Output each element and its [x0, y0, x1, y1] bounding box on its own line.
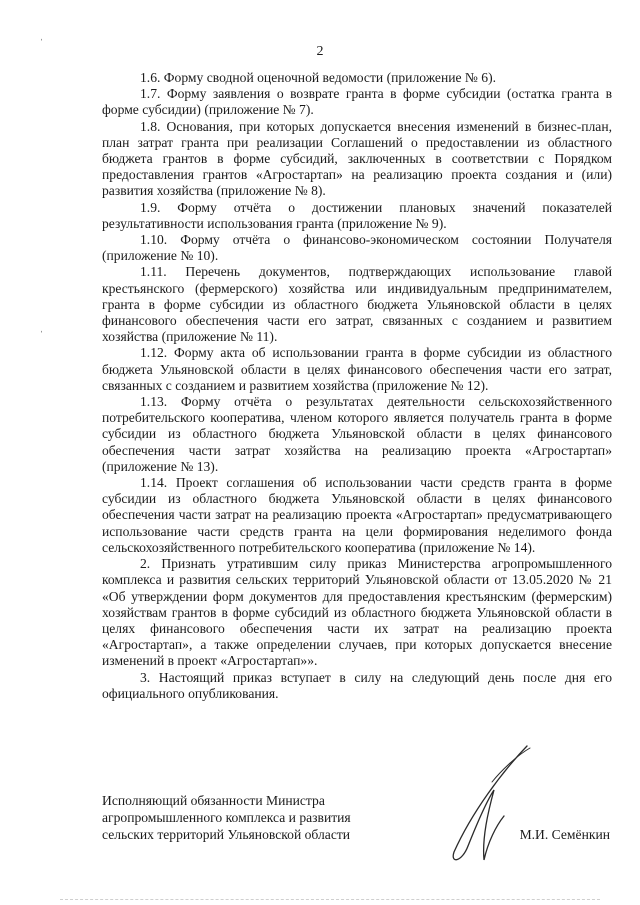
paragraph-2: 2. Признать утратившим силу приказ Министерства агропромышленного комплекса и развития сельских территорий Ульяновской области от 13.05.2020 № 21 «Об утверждении форм документов для предоставления крестьянским (фермерским) хозяйствам грантов в форме субсидий из областного бюджета Ульяновской области в целях финансового обеспечения части их затрат на реализацию проекта «Агростартап», а также определении случаев, при которых допускается внесение изменений в проект «Агростартап»».	[102, 556, 612, 669]
paragraph-1-9: 1.9. Форму отчёта о достижении плановых значений показателей результативности использования гранта (приложение № 9).	[102, 199, 612, 231]
paragraph-3: 3. Настоящий приказ вступает в силу на следующий день после дня его официального опубликования.	[102, 669, 612, 701]
document-body	[102, 70, 612, 702]
paragraph-1-6: 1.6. Форму сводной оценочной ведомости (приложение № 6).	[140, 70, 497, 85]
edge-mark-top: ˈ	[40, 38, 44, 49]
scan-edge-line	[60, 899, 600, 901]
signature-block	[102, 792, 612, 872]
position-line: сельских территорий Ульяновской области	[102, 827, 351, 842]
signatory-position	[102, 792, 402, 843]
signatory-name: М.И. Семёнкин	[519, 827, 610, 842]
paragraph-1-12: 1.12. Форму акта об использовании гранта в форме субсидии из областного бюджета Ульяновской области в целях финансового обеспечения части его затрат, связанных с созданием и развитием хозяйства (приложение № 12).	[102, 345, 612, 393]
position-line: агропромышленного комплекса и развития	[102, 810, 351, 825]
paragraph-1-7: 1.7. Форму заявления о возврате гранта в форме субсидии (остатка гранта в форме субсидии) (приложение № 7).	[102, 86, 612, 118]
handwritten-signature	[432, 742, 552, 872]
position-line: Исполняющий обязанности Министра	[102, 793, 325, 808]
paragraph-1-13: 1.13. Форму отчёта о результатах деятельности сельскохозяйственного потребительского кооператива, членом которого является получатель гранта в форме субсидии из областного бюджета Ульяновской области в целях финансового обеспечения части затрат хозяйства на реализацию проекта «Агростартап» (приложение № 13).	[102, 394, 612, 474]
paragraph-1-10: 1.10. Форму отчёта о финансово-экономическом состоянии Получателя (приложение № 10).	[102, 232, 612, 264]
paragraph-1-14: 1.14. Проект соглашения об использовании части средств гранта в форме субсидии из областного бюджета Ульяновской области в целях финансового обеспечения части затрат на реализацию проекта «Агростартап» предусматривающего использование части средств гранта на цели формирования неделимого фонда сельскохозяйственного потребительского кооператива (приложение № 14).	[102, 475, 612, 555]
paragraph-1-8: 1.8. Основания, при которых допускается внесения изменений в бизнес-план, план затрат гранта при реализации Соглашений о предоставлении из областного бюджета грантов в форме субсидий, заключенных в соответствии с Порядком предоставления грантов «Агростартап» на реализацию проекта создания и (или) развития хозяйства (приложение № 8).	[102, 118, 612, 199]
paragraph-1-11: 1.11. Перечень документов, подтверждающих использование главой крестьянского (фермерского) хозяйства или индивидуальным предпринимателем, гранта в форме субсидии из областного бюджета Ульяновской области в целях финансового обеспечения части его затрат, связанных с созданием и развитием хозяйства (приложение № 11).	[102, 264, 612, 345]
page-number: 2	[316, 44, 324, 59]
edge-mark-middle: ˈ	[40, 330, 44, 341]
